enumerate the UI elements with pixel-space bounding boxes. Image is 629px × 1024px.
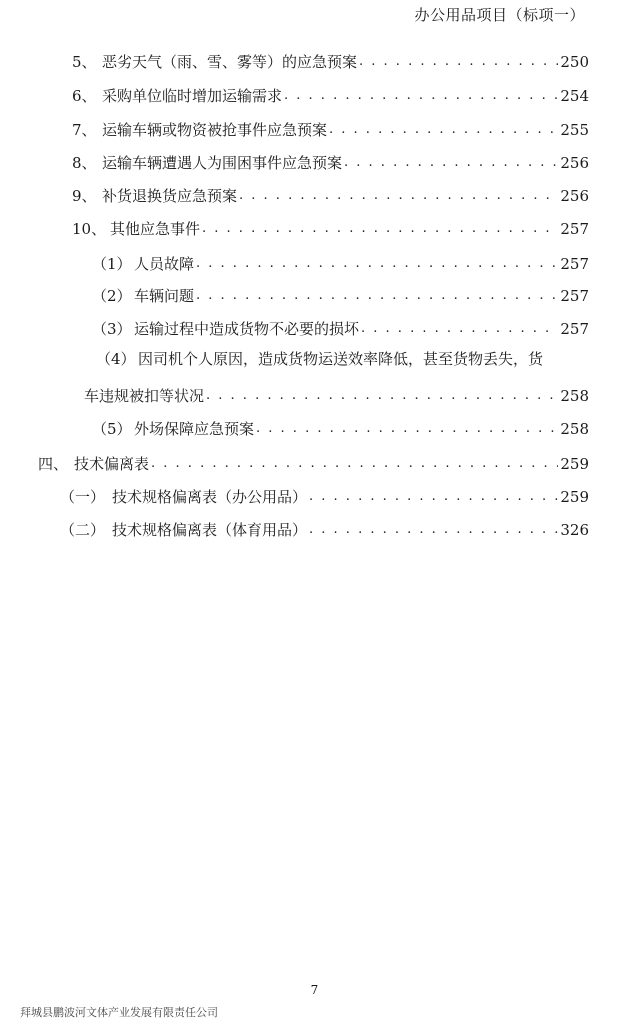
toc-page: 257 — [560, 255, 589, 273]
toc-number: 四、 — [38, 455, 69, 473]
toc-number: 8、 — [72, 154, 97, 172]
toc-entry — [72, 217, 589, 239]
toc-leader — [196, 286, 558, 306]
toc-number: （5） — [92, 420, 132, 438]
toc-leader — [202, 219, 558, 239]
toc-page: 250 — [560, 53, 589, 71]
toc-number: （2） — [92, 287, 132, 305]
toc-leader — [329, 120, 558, 140]
toc-leader — [284, 86, 558, 106]
toc-title: 因司机个人原因，造成货物运送效率降低，甚至货物丢失，货 — [138, 350, 544, 368]
toc-number: 5、 — [72, 53, 97, 71]
toc-entry-wrapped-first-line — [96, 349, 589, 369]
toc-title: 技术规格偏离表（体育用品） — [112, 521, 308, 539]
toc-entry — [60, 518, 589, 540]
toc-title: 运输车辆遭遇人为围困事件应急预案 — [102, 154, 343, 172]
toc-entry — [38, 452, 589, 474]
toc-title: 补货退换货应急预案 — [102, 187, 238, 205]
toc-number: （一） — [60, 488, 106, 506]
toc-leader — [344, 153, 558, 173]
toc-title: 恶劣天气（雨、雪、雾等）的应急预案 — [102, 53, 358, 71]
toc-title: 外场保障应急预案 — [134, 420, 255, 438]
toc-leader — [361, 319, 558, 339]
toc-leader — [206, 386, 558, 406]
toc-title: 其他应急事件 — [110, 220, 201, 238]
toc-number: （4） — [96, 350, 136, 368]
toc-entry — [72, 184, 589, 206]
toc-leader — [309, 487, 558, 507]
toc-leader — [256, 419, 558, 439]
toc-entry — [92, 417, 589, 439]
toc-page: 257 — [560, 320, 589, 338]
toc-leader — [359, 52, 558, 72]
toc-page: 257 — [560, 220, 589, 238]
toc-page: 256 — [560, 187, 589, 205]
toc-number: 10、 — [72, 220, 107, 238]
toc-entry — [72, 118, 589, 140]
toc-page: 326 — [560, 521, 589, 539]
toc-entry — [72, 50, 589, 72]
toc-entry — [72, 151, 589, 173]
toc-page: 257 — [560, 287, 589, 305]
toc-page: 255 — [560, 121, 589, 139]
toc-page: 259 — [560, 455, 589, 473]
toc-page: 258 — [560, 387, 589, 405]
toc-page: 254 — [560, 87, 589, 105]
toc-title: 人员故障 — [134, 255, 195, 273]
toc-entry — [92, 317, 589, 339]
company-footer: 拜城县鹏波河文体产业发展有限责任公司 — [20, 1006, 218, 1019]
toc-title: 技术偏离表 — [74, 455, 150, 473]
toc-entry — [72, 84, 589, 106]
toc-entry — [92, 284, 589, 306]
toc-number: （3） — [92, 320, 132, 338]
toc-page: 258 — [560, 420, 589, 438]
toc-page: 256 — [560, 154, 589, 172]
toc-title: 运输车辆或物资被抢事件应急预案 — [102, 121, 328, 139]
toc-title: 车辆问题 — [134, 287, 195, 305]
toc-number: （二） — [60, 521, 106, 539]
toc-number: 9、 — [72, 187, 97, 205]
toc-leader — [309, 520, 558, 540]
toc-page: 259 — [560, 488, 589, 506]
page-number: 7 — [310, 983, 319, 997]
toc-entry — [92, 252, 589, 274]
document-header: 办公用品项目（标项一） — [414, 6, 585, 24]
toc-title: 运输过程中造成货物不必要的损坏 — [134, 320, 360, 338]
toc-number: 7、 — [72, 121, 97, 139]
toc-title-continuation: 车违规被扣等状况 — [84, 387, 205, 405]
toc-title: 采购单位临时增加运输需求 — [102, 87, 283, 105]
toc-leader — [151, 454, 558, 474]
toc-number: （1） — [92, 255, 132, 273]
toc-leader — [196, 254, 558, 274]
toc-leader — [239, 186, 558, 206]
toc-entry — [60, 485, 589, 507]
toc-title: 技术规格偏离表（办公用品） — [112, 488, 308, 506]
toc-entry-wrapped-continuation — [84, 384, 589, 406]
toc-number: 6、 — [72, 87, 97, 105]
